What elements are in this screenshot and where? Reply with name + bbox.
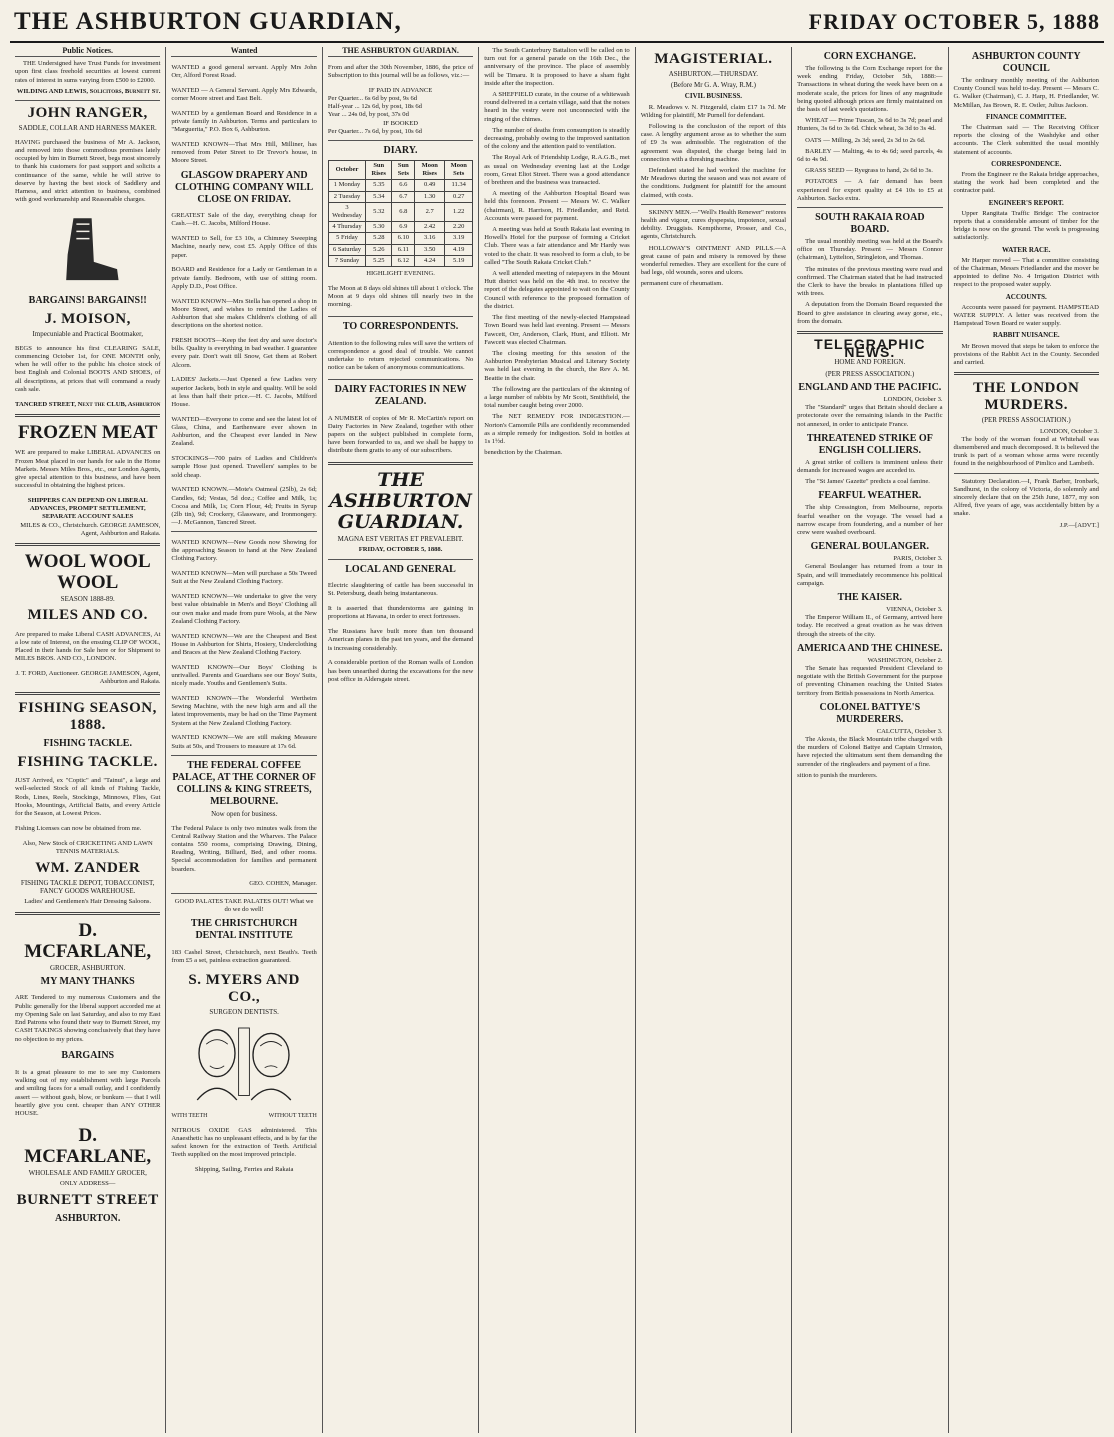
wanted-ad: WANTED by a gentleman Board and Residence in a private family in Ashburton. Terms and particulars to "Marguerita," P.O. Box 6, Ashburton. xyxy=(171,109,317,134)
diary-row xyxy=(328,244,472,255)
wanted-ad: WANTED KNOWN—Mrs Stella has opened a shop in Moore Street, and wishes to remind the Ladies of Ashburton that she makes Children's clothing of all descriptions on the shortest notice. xyxy=(171,297,317,330)
diary-cell: 2.7 xyxy=(415,202,445,221)
dateline: LONDON, October 3. xyxy=(883,395,943,403)
section-body: The minutes of the previous meeting were read and confirmed. The Chairman stated that he had instructed the Clerk to have the breaks in plantations filled up with trees. xyxy=(797,265,943,298)
section-headline: CORN EXCHANGE. xyxy=(823,51,916,62)
news-item: The first meeting of the newly-elected Hampstead Town Board was held last evening. Present — Messrs Fawcett, Orr, Anderson, Clark, Hunt, and Elliott. Mr Fawcett was elected Chairman. xyxy=(484,314,630,346)
news-headline: THE LONDON MURDERS. xyxy=(973,380,1080,414)
section-subhead: (Before Mr G. A. Wray, R.M.) xyxy=(670,81,756,90)
diary-note: HIGHLIGHT EVENING. xyxy=(366,270,435,278)
paper-motto: MAGNA EST VERITAS ET PREVALEBIT. xyxy=(337,535,464,544)
subscription-terms: From and after the 30th November, 1886, the price of Subscription to this journal will be as follows, viz.:— xyxy=(327,63,474,79)
news-headline: AMERICA AND THE CHINESE. xyxy=(797,642,943,654)
telegraphic-headline: TELEGRAPHIC NEWS. xyxy=(814,336,926,361)
ad-body: JUST Arrived, ex "Coptic" and "Tainui", a large and well-selected Stock of all kinds of Fishing Tackle, Rods, Lines, Reels, Stockings, Minnows, Flies, Gut Hooks, Mountings, Artificial Baits, and every Article for the Season, at Lowest Prices. xyxy=(15,777,161,818)
column-foot: permanent cure of rheumatism. xyxy=(640,280,724,288)
ad-footer: Ladies' and Gentlemen's Hair Dressing Saloons. xyxy=(24,898,152,906)
diary-cell: 1.22 xyxy=(445,202,473,221)
wanted-ad: WANTED a good general servant. Apply Mrs John Orr, Alford Forest Road. xyxy=(171,63,317,79)
dateline: WASHINGTON, October 2. xyxy=(867,656,943,664)
price-line: OATS — Milling, 2s 3d; seed, 2s 3d to 2s 6d. xyxy=(805,136,926,144)
dateline: LONDON, October 3. xyxy=(1039,427,1099,435)
ad-headline: THE CHRISTCHURCH DENTAL INSTITUTE xyxy=(190,918,298,942)
wanted-ad: WANTED KNOWN.—Mote's Oatmeal (25lb), 2s 6d; Candles, 6d; Vestas, 5d doz.; Coffee and Milk, 1s; Cocoa and Milk, 1s; Corn Flour, 4d; Fruits in Syrup (2lb tin), 9d; Crockery, Glassware, and Ironmongery.—J. McGannon, Tancred Street. xyxy=(171,486,317,527)
diary-cell: 5.34 xyxy=(366,191,392,202)
news-item: General Boulanger has returned from a tour in Spain, and will immediately recommence his political campaign. xyxy=(797,563,943,587)
ad-body: It is a great pleasure to me to see my Customers walking out of my establishment with large Parcels and smiling faces for a small outlay, and I confidently assert — without gush, blow, or bunkum — that I will heartily give you cent. cheaper than ANY OTHER HOUSE. xyxy=(15,1068,161,1117)
diary-cell: 5.19 xyxy=(445,255,473,266)
section-subhead: CIVIL BUSINESS. xyxy=(684,92,742,101)
wanted-ad: WANTED KNOWN—New Goods now Showing for the approaching Season to hand at the New Zealand Clothing Factory. xyxy=(171,539,317,563)
ad-subhead: Impecuniable and Practical Bootmaker, xyxy=(32,330,143,339)
section-body: The usual monthly meeting was held at the Board's office on Thursday. Present — Messrs Connor (chairman), Lyttelton, Stringleton, and Thomas. xyxy=(797,238,943,262)
section-body: A NUMBER of copies of Mr R. McCartin's report on Dairy Factories in New Zealand, together with other papers on the subject published in complete form, have been forwarded to us, and we shall be happy to distribute them gratis to any of our subscribers. xyxy=(327,414,474,455)
section-subhead: RABBIT NUISANCE. xyxy=(992,331,1060,340)
dentist-bust-illustration xyxy=(174,1019,314,1109)
notice-signature: WILDING AND LEWIS, Solicitors, Burnett St. xyxy=(16,87,161,95)
bust-captions xyxy=(171,1112,316,1120)
rate-line: Per Quarter... 6s 6d by post, 9s 6d xyxy=(327,95,418,102)
wanted-ad: WANTED KNOWN—We are still making Measure Suits at 50s, and Trousers to measure at 17s 6d. xyxy=(171,734,317,750)
section-subhead: HOME AND FOREIGN. xyxy=(834,358,906,367)
ad-headline: FROZEN MEAT xyxy=(17,421,158,443)
ad-body: Fishing Licenses can now be obtained from me. xyxy=(15,824,142,832)
ad-subhead: BARGAINS xyxy=(61,1050,115,1062)
diary-row xyxy=(328,191,472,202)
news-item: The closing meeting for this session of the Ashburton Presbyterian Musical and Literary Society was held last evening in the church, the Rev A. M. Beattie in the chair. xyxy=(484,349,630,382)
news-headline: COLONEL BATTYE'S MURDERERS. xyxy=(819,701,921,725)
diary-cell: 3.16 xyxy=(415,233,445,244)
ad-body: WE are prepared to make LIBERAL ADVANCES on Frozen Meat placed in our hands for sale in the Home Markets. Messrs Miles Bros., etc., our London Agents, give special attention to this business, and have been successful in obtaining the highest prices. xyxy=(15,449,161,490)
diary-row xyxy=(328,233,472,244)
news-item: The "Standard" urges that Britain should declare a protectorate over the remaining islands in the Pacific not annexed, in order to anticipate France. xyxy=(797,404,943,428)
section-body: Attention to the following rules will save the writers of correspondence a good deal of trouble. We cannot undertake to return rejected communications. No notice can be taken of anonymous communications. xyxy=(327,339,474,372)
section-subhead: ENGINEER'S REPORT. xyxy=(988,198,1064,207)
ad-body: 183 Cashel Street, Christchurch, next Beath's. Teeth from £5 a set, painless extraction guaranteed. xyxy=(171,948,317,964)
wanted-ad: FRESH BOOTS—Keep the feet dry and save doctor's bills. Quality is everything in bad weather. I guarantee every pair. Don't wait till Snow, Get them at Robert Alcorn. xyxy=(171,337,317,369)
price-line: GRASS SEED — Ryegrass to hand, 2s 6d to 3s. xyxy=(805,167,933,175)
ad-subhead: WHOLESALE AND FAMILY GROCER, xyxy=(28,1168,147,1177)
section-subhead: (PER PRESS ASSOCIATION.) xyxy=(981,416,1071,425)
ad-firm: D. MCFARLANE, xyxy=(24,1124,152,1167)
wanted-ad: GREATEST Sale of the day, everything cheap for Cash.—H. C. Jacobs, Milford House. xyxy=(171,212,317,228)
issue-date: FRIDAY OCTOBER 5, 1888 xyxy=(808,9,1100,34)
boot-illustration xyxy=(43,211,133,291)
diary-cell: 6.7 xyxy=(392,191,415,202)
ad-signature: J. T. FORD, Auctioneer. GEORGE JAMESON, Agent, Ashburton and Rakaia. xyxy=(15,670,161,686)
ad-firm: WM. ZANDER xyxy=(35,860,141,877)
ad-body: ARE Tendered to my numerous Customers and the Public generally for the liberal support accorded me at my Opening Sale on last Saturday, and also to my East End Patrons who found their way to Burnett Street, my CASH TAKINGS showing conclusively that they have no objection to my prices. xyxy=(15,994,161,1043)
ad-emphasis: SHIPPERS CAN DEPEND ON LIBERAL ADVANCES, PROMPT SETTLEMENT, SEPARATE ACCOUNT SALES xyxy=(27,497,148,521)
ad-subhead: FISHING TACKLE. xyxy=(43,737,132,749)
news-item: The South Canterbury Battalion will be called on to turn out for a general parade on the 16th Dec., the anniversary of the province. The place of assembly will be Timaru. It is proposed to have a sham fight inside after the inspection. xyxy=(484,47,630,87)
price-line: WHEAT — Prime Tuscan, 3s 6d to 3s 7d; pearl and Hunters, 3s 6d to 3s 6d. Chick wheat, 3s 3d to 3s 4d. xyxy=(797,117,943,133)
bust-caption-left: WITH TEETH xyxy=(171,1112,208,1119)
news-item: A meeting of the Ashburton Hospital Board was held this forenoon. Present — Messrs W. C. Walker (chairman), R. Harrison, H. Friedlander, and Reid. Accounts were passed for payment. xyxy=(484,190,630,222)
wanted-ad: WANTED — A General Servant. Apply Mrs Edwards, corner Moore street and East Belt. xyxy=(171,86,317,102)
ad-subhead: FISHING TACKLE DEPOT, TOBACCONIST, FANCY GOODS WAREHOUSE. xyxy=(20,879,155,896)
bargains-headline: BARGAINS! BARGAINS!! xyxy=(28,295,147,307)
ad-subhead: SADDLE, COLLAR AND HARNESS MAKER. xyxy=(18,124,157,133)
court-report: Following is the conclusion of the report of this case. A lengthy argument arose as to whether the sum of £9 3s was admissible. The registration of the agreement was disputed, the charge being laid in connection with a threshing machine. xyxy=(640,123,787,163)
ad-subhead: SEASON 1888-89. xyxy=(60,595,115,604)
column-heading: THE ASHBURTON GUARDIAN. xyxy=(328,47,473,57)
bust-caption-right: WITHOUT TEETH xyxy=(268,1112,317,1119)
diary-cell: 6.12 xyxy=(392,255,415,266)
section-body: Mr Harper moved — That a committee consisting of the Chairman, Messrs Friedlander and the mover be appointed to define No. 4 Irrigation District with respect to the proposed water supply. xyxy=(953,256,1099,289)
wanted-ad: WANTED to Sell, for £3 10s, a Chimney Sweeping Machine, nearly new, cost £5. Apply Office of this paper. xyxy=(171,235,317,259)
ad-subhead: MY MANY THANKS xyxy=(40,975,135,987)
ad-firm: MILES AND CO. xyxy=(27,607,148,624)
ad-headline: D. MCFARLANE, xyxy=(24,919,152,962)
diary-column-header: October xyxy=(328,161,365,180)
rates-heading: IF PAID IN ADVANCE xyxy=(368,86,433,94)
column-2 xyxy=(166,47,322,1433)
wanted-ad: BOARD and Residence for a Lady or Gentleman in a private family. Bedroom, with use of sitting room. Apply D.D., Post Office. xyxy=(171,266,317,290)
ad-body: Also, New Stock of CRICKETING AND LAWN TENNIS MATERIALS. xyxy=(22,839,153,855)
news-item: The Royal Ark of Friendship Lodge, R.A.G.B., met as usual on Wednesday evening last at the Lodge room, Great Eliot Street. There was a good attendance of brethren and the business was transacted. xyxy=(484,154,630,187)
diary-cell: 7 Sunday xyxy=(328,255,365,266)
diary-row xyxy=(328,222,472,233)
court-case: R. Meadows v. N. Fitzgerald, claim £17 1s 7d. Mr Wilding for plaintiff, Mr Purnell for defendant. xyxy=(640,103,787,119)
column-7 xyxy=(949,47,1104,1433)
wanted-ad: WANTED KNOWN—We are the Cheapest and Best House in Ashburton for Shirts, Hosiery, Underclothing and Braces at the New Zealand Clothing Factory. xyxy=(171,632,317,657)
diary-cell: 5 Friday xyxy=(328,233,365,244)
ad-body: NITROUS OXIDE GAS administered. This Anaesthetic has no unpleasant effects, and is by far the safest known for the extraction of Teeth. Artificial Teeth supplied on the most improved principle. xyxy=(171,1126,317,1159)
diary-title: DIARY. xyxy=(383,145,418,157)
diary-cell: 6.9 xyxy=(392,222,415,233)
section-headline: MAGISTERIAL. xyxy=(654,51,773,67)
rates-heading: IF BOOKED xyxy=(383,119,419,127)
ad-body: BEGS to announce his first CLEARING SALE, commencing October 1st, for ONE MONTH only, when he will offer to the public his choice stock of best English and Colonial BOOTS AND SHOES, of all descriptions, at prices that will command a ready cash sale. xyxy=(15,344,161,393)
diary-cell: 2.20 xyxy=(445,222,473,233)
section-body: The following is the Corn Exchange report for the week ending Friday, October 5th, 1888:— Transactions in wheat during the week have been on a moderate scale, the prices for lines of any magnitude being quoted although prices are firmly maintained on the basis of last week's quotations. xyxy=(797,65,943,114)
ad-footer: Shipping, Sailing, Ferries and Rakaia xyxy=(194,1166,294,1174)
rate-line: Per Quarter... 7s 6d, by post, 10s 6d xyxy=(327,127,422,135)
diary-cell: 5.35 xyxy=(366,180,392,191)
ad-headline: J. MOISON, xyxy=(44,311,131,328)
wanted-ad: WANTED KNOWN—That Mrs Hill, Milliner, has removed from Peter Street to Dr Trevor's house, in Moore Street. xyxy=(171,141,317,165)
news-headline: THE KAISER. xyxy=(837,591,903,603)
moon-note: The Moon at 8 days old shines till about 1 o'clock. The Moon at 9 days old shines till nearly two in the morning. xyxy=(327,284,474,309)
rate-line: Year ... 24s 0d, by post, 37s 0d xyxy=(327,111,409,119)
column-foot: benediction by the Chairman. xyxy=(484,449,563,457)
notice-text: THE Undersigned have Trust Funds for investment upon first class freehold securities at lowest current rates of interest in sums varying from £500 to £2000. xyxy=(15,60,161,84)
news-headline: THREATENED STRIKE OF ENGLISH COLLIERS. xyxy=(806,432,933,456)
section-body: Accounts were passed for payment. HAMPSTEAD WATER SUPPLY. A letter was received from the Hampstead Town Board re water supply. xyxy=(953,303,1099,328)
ad-body: Are prepared to make Liberal CASH ADVANCES, At a low rate of Interest, on the ensuing CLIP OF WOOL, Placed in their hands for Sale here or for Shipment to MILES BROS. AND CO., LONDON. xyxy=(15,630,161,663)
wanted-ad: WANTED KNOWN—We undertake to give the very best value obtainable in Men's and Boys' Clothing all our own make and made from pure Wools, at the New Zealand Clothing Factory. xyxy=(171,593,317,625)
news-item: The Emperor William II., of Germany, arrived here today. He received a great ovation as he was driven through the streets of the city. xyxy=(797,614,943,638)
ad-subhead: Now open for business. xyxy=(211,809,278,818)
diary-cell: 0.27 xyxy=(445,191,473,202)
section-headline: SOUTH RAKAIA ROAD BOARD. xyxy=(815,212,925,236)
diary-cell: 2 Tuesday xyxy=(328,191,365,202)
diary-cell: 3 Wednesday xyxy=(328,202,365,221)
advert-item: SKINNY MEN.—"Well's Health Renewer" restores health and vigour, cures dyspepsia, impotence, sexual debility. Druggists. Kempthorne, Prosser, and Co., agents, Christchurch. xyxy=(640,208,787,241)
news-item: The "St James' Gazette" predicts a coal famine. xyxy=(805,478,930,486)
column-foot: J.P.—[ADVT.] xyxy=(1059,521,1099,529)
diary-cell: 1 Monday xyxy=(328,180,365,191)
wanted-ad: WANTED KNOWN—Men will purchase a 50s Tweed Suit at the New Zealand Clothing Factory. xyxy=(171,570,317,586)
news-headline: FEARFUL WEATHER. xyxy=(818,490,922,502)
section-subhead: ASHBURTON.—THURSDAY. xyxy=(668,70,759,78)
section-body: The Chairman said — The Receiving Officer reports the closing of the Washdyke and other accounts. The Clerk submitted the usual monthly statement of accounts. xyxy=(953,124,1099,156)
news-item: The NET REMEDY FOR INDIGESTION.—Norton's Camomile Pills are confidently recommended as a simple remedy for indigestion. Sold in bottles at 1s 1½d. xyxy=(484,413,630,445)
ad-subhead: SURGEON DENTISTS. xyxy=(209,1007,279,1016)
news-item: A meeting was held at South Rakaia last evening in Howell's Hotel for the purpose of forming a Cricket Club. There was a fair attendance and Mr Hardy was voted to the chair. It was resolved to form a club, to be called "The South Rakaia Cricket Club." xyxy=(484,226,630,266)
column-3 xyxy=(323,47,479,1433)
diary-cell: 6.10 xyxy=(392,233,415,244)
diary-cell: 6.8 xyxy=(392,202,415,221)
section-body: A deputation from the Domain Board requested the Board to give assistance in clearing away gorse, etc., from the domain. xyxy=(797,301,943,325)
ad-footer: ONLY ADDRESS— xyxy=(60,1179,116,1187)
diary-row xyxy=(328,180,472,191)
diary-cell: 4.24 xyxy=(415,255,445,266)
section-body: Mr Brown moved that steps be taken to enforce the provisions of the Rabbit Act in the County. Seconded and carried. xyxy=(953,342,1099,367)
dateline: PARIS, October 3. xyxy=(893,555,943,563)
news-item: The following are the particulars of the skinning of a large number of rabbits by Mr Scott, Smithfield, the total number caught being over 2000. xyxy=(484,385,630,410)
price-line: POTATOES — A fair demand has been experienced for export quality at £4 10s to £5 at Ashburton. Sacks extra. xyxy=(797,178,943,202)
news-item: It is asserted that thunderstorms are gaining in proportions at Havana, in order to erect fortresses. xyxy=(327,605,474,621)
diary-row xyxy=(328,202,472,221)
column-heading: Wanted xyxy=(171,47,316,57)
news-item: The Akosis, the Black Mountain tribe charged with the murders of Colonel Battye and Captain Urmston, have rejected the ultimatum sent them demanding the surrender of the ringleaders and payment of a fine. xyxy=(797,735,943,768)
news-headline: ENGLAND AND THE PACIFIC. xyxy=(798,381,942,393)
column-heading: Public Notices. xyxy=(15,47,160,57)
rate-line: Half-year ... 12s 6d, by post, 18s 6d xyxy=(327,103,422,111)
section-body: From the Engineer re the Rakaia bridge approaches, stating the work had been completed and the contractor paid. xyxy=(953,171,1099,195)
diary-cell: 1.30 xyxy=(415,191,445,202)
news-item: A great strike of colliers is imminent unless their demands for increased wages are acceded to. xyxy=(797,458,943,474)
column-foot: sition to punish the murderers. xyxy=(797,771,878,779)
diary-cell: 2.42 xyxy=(415,222,445,233)
ad-headline: JOHN RANGER, xyxy=(27,105,148,122)
diary-cell: 11.34 xyxy=(445,180,473,191)
diary-cell: 6.11 xyxy=(392,244,415,255)
dateline: VIENNA, October 3. xyxy=(886,605,943,613)
ad-signature: MILES & CO., Christchurch. GEORGE JAMESON, Agent, Ashburton and Rakaia. xyxy=(20,521,161,537)
news-item: A well attended meeting of ratepayers in the Mount Hutt district was held on the 4th inst. to receive the report of the delegates appointed to wait on the County Council with reference to the proposed formation of the district. xyxy=(484,270,630,310)
section-body: The ordinary monthly meeting of the Ashburton County Council was held to-day. Present — Messrs C. G. Walker (Chairman), C. J. Harp, H. Friedlander, W. McMillan, Jas Brown, R. E. Ostler, Julius Jackson. xyxy=(953,77,1099,109)
columns xyxy=(10,47,1104,1433)
ad-headline: THE FEDERAL COFFEE PALACE, AT THE CORNER OF COLLINS & KING STREETS, MELBOURNE. xyxy=(172,759,316,807)
ad-body: The Federal Palace is only two minutes walk from the Central Railway Station and the Wharves. The Palace contains 550 rooms, comprising Drawing, Dining, Reading, Writing, Billiard, Bed, and other rooms. Special accommodation for families and permanent boarders. xyxy=(171,824,317,873)
section-subhead: WATER RACE. xyxy=(1001,245,1051,254)
news-item: A considerable portion of the Roman walls of London has been unearthed during the excavations for the new post office in Aldersgate street. xyxy=(327,659,474,683)
news-item: The ship Cressington, from Melbourne, reports fearful weather on the voyage. The vessel had a narrow escape from foundering, and a number of her crew were washed overboard. xyxy=(797,504,943,536)
diary-cell: 4.19 xyxy=(445,244,473,255)
dateline: CALCUTTA, October 3. xyxy=(876,727,943,735)
diary-cell: 0.49 xyxy=(415,180,445,191)
news-item: The Russians have built more than ten thousand American planes in the past ten years, and the demand is increasing considerably. xyxy=(327,628,474,652)
wanted-ad: WANTED—Everyone to come and see the latest lot of Glass, China, and Earthenware ever shown in Ashburton, and the Cheapest ever landed in New Zealand. xyxy=(171,415,317,448)
section-headline: DAIRY FACTORIES IN NEW ZEALAND. xyxy=(334,384,467,408)
section-headline: TO CORRESPONDENTS. xyxy=(342,321,459,333)
masthead xyxy=(10,8,1104,43)
advert-item: HOLLOWAY'S OINTMENT AND PILLS.—A great cause of pain and misery is removed by these wonderful remedies. They are excellent for the cure of bad legs, old wounds, sores and ulcers. xyxy=(640,244,787,277)
diary-column-header: Moon Sets xyxy=(445,161,473,180)
court-report: Defendant stated he had worked the machine for Mr Meadows during the season and was not aware of the conditions. Judgment for plaintiff for the amount claimed, with costs. xyxy=(640,167,787,199)
diary-cell: 3.19 xyxy=(445,233,473,244)
news-item: Electric slaughtering of cattle has been successful in St. Petersburg, death being instantaneous. xyxy=(327,582,474,598)
diary-column-header: Sun Rises xyxy=(366,161,392,180)
news-item: A SHEFFIELD curate, in the course of a whitewash round delivered in a certain village, said that the noises heard in the vestry were not unconnected with the ringing of the chimes. xyxy=(484,91,630,123)
trust-funds-notice xyxy=(15,60,160,96)
diary-cell: 5.32 xyxy=(366,202,392,221)
column-1 xyxy=(10,47,166,1433)
ad-signature: GEO. COHEN, Manager. xyxy=(249,880,317,888)
diary-table xyxy=(328,160,473,267)
wanted-ad: LADIES' Jackets.—Just Opened a few Ladies very superior Jackets, both in style and quality. Will be sold at less than half their price.—H. C. Jacobs, Milford House. xyxy=(171,376,317,409)
ad-address: TANCRED STREET, Next the CLUB, Ashburton xyxy=(15,400,161,408)
ad-subhead: GROCER, ASHBURTON. xyxy=(49,963,126,972)
diary-cell: 5.30 xyxy=(366,222,392,233)
diary-column-header: Sun Sets xyxy=(392,161,415,180)
diary-cell: 5.26 xyxy=(366,244,392,255)
diary-cell: 6 Saturday xyxy=(328,244,365,255)
news-item: The Senate has requested President Cleveland to negotiate with the British Government for the purpose of preventing Chinamen reaching the United States territory from British possessions in North America. xyxy=(797,664,943,697)
diary-cell: 4 Thursday xyxy=(328,222,365,233)
diary-cell: 5.28 xyxy=(366,233,392,244)
ad-firm: S. MYERS AND CO., xyxy=(188,971,300,1005)
ad-address: BURNETT STREET xyxy=(16,1192,159,1209)
section-subhead: (PER PRESS ASSOCIATION.) xyxy=(825,369,915,378)
section-headline: ASHBURTON COUNTY COUNCIL xyxy=(971,51,1081,74)
wanted-ad: WANTED KNOWN—Our Boys' Clothing is unrivalled. Parents and Guardians see our Boys' Suits, nicely made. Youths and Gentlemen's Suits. xyxy=(171,663,317,688)
news-headline: GENERAL BOULANGER. xyxy=(810,541,929,553)
ad-body: HAVING purchased the business of Mr A. Jackson, and removed into those commodious premises lately occupied by him in Burnett Street, begs most sincerely to thank his customers for past support and solicits a continuance of the same, while he will strive to deserve by having the best stock of Saddlery and Harness, and strict attention to business, combined with good workmanship and Reasonable charges. xyxy=(15,138,161,204)
diary-cell: 3.50 xyxy=(415,244,445,255)
section-subhead: ACCOUNTS. xyxy=(1005,292,1047,301)
diary-row xyxy=(328,255,472,266)
column-6 xyxy=(792,47,948,1433)
price-line: BARLEY — Malting, 4s to 4s 6d; seed parcels, 4s 6d to 4s 9d. xyxy=(797,147,943,164)
ad-town: ASHBURTON. xyxy=(55,1213,121,1225)
section-body: Upper Rangitata Traffic Bridge: The contractor reports that a considerable amount of timber for the bridge is now on the ground. The work is progressing satisfactorily. xyxy=(953,209,1099,242)
ad-headline: FISHING SEASON, 1888. xyxy=(18,699,157,733)
section-headline: LOCAL AND GENERAL xyxy=(345,563,456,575)
diary-cell: 6.6 xyxy=(392,180,415,191)
advert-item: Statutory Declaration.—I, Frank Barber, Ironbark, Sandhurst, in the colony of Victoria, do solemnly and sincerely declare that on the 25th June, 1877, my son Alfred, five years of age, was accidentally bitten by a snake. xyxy=(953,477,1099,518)
column-5 xyxy=(636,47,792,1433)
news-item: The number of deaths from consumption is steadily decreasing, probably owing to the improved sanitation of the colony and the attention paid to ventilation. xyxy=(484,126,630,151)
glasgow-ad: GLASGOW DRAPERY AND CLOTHING COMPANY WILL CLOSE ON FRIDAY. xyxy=(175,169,314,205)
paper-date: FRIDAY, OCTOBER 5, 1888. xyxy=(358,546,443,554)
section-subhead: FINANCE COMMITTEE. xyxy=(985,112,1067,121)
ad-headline: WOOL WOOL WOOL xyxy=(24,551,151,594)
news-item: The body of the woman found at Whitehall was dismembered and much decomposed. It is believed the trunk is part of a woman whose arms were recently found in the neighbourhood of Pimlico and Lambeth. xyxy=(953,435,1099,468)
diary-cell: 5.25 xyxy=(366,255,392,266)
section-subhead: CORRESPONDENCE. xyxy=(991,159,1062,168)
ad-subhead: FISHING TACKLE. xyxy=(17,753,158,770)
paper-nameplate: THE ASHBURTON GUARDIAN. xyxy=(329,469,472,534)
column-4 xyxy=(479,47,635,1433)
wanted-ad: WANTED KNOWN—The Wonderful Wertheim Sewing Machine, with the new high arm and all the latest improvements, may be had on the Time Payment System at the New Zealand Clothing Factory. xyxy=(171,695,317,727)
wanted-ad: STOCKINGS—700 pairs of Ladies and Children's sample Hose just opened. Travellers' samples to be sold cheap. xyxy=(171,455,317,479)
ad-subhead: GOOD PALATES TAKE PALATES OUT! What we do we do well! xyxy=(174,897,314,913)
diary-column-header: Moon Rises xyxy=(415,161,445,180)
newspaper-title: THE ASHBURTON GUARDIAN, xyxy=(14,8,402,35)
